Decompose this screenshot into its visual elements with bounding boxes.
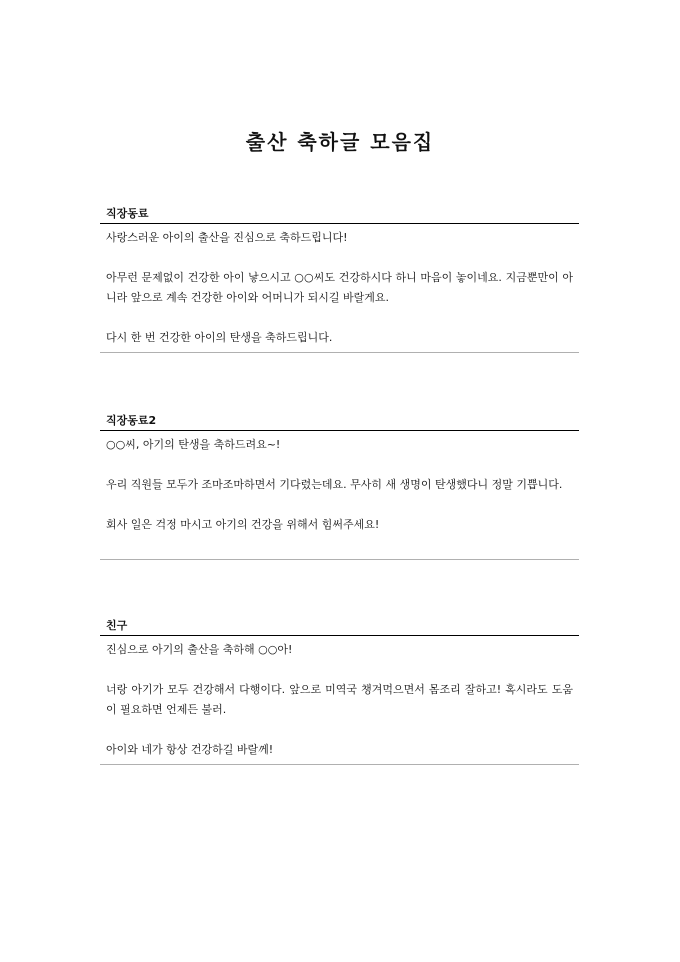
section-coworker-2 [100, 412, 579, 560]
paragraph: 사랑스러운 아이의 출산을 진심으로 축하드립니다! [106, 231, 348, 244]
paragraph: 다시 한 번 건강한 아이의 탄생을 축하드립니다. [106, 331, 333, 344]
page-title: 출산 축하글 모음집 [245, 130, 435, 154]
paragraph: 우리 직원들 모두가 조마조마하면서 기다렸는데요. 무사히 새 생명이 탄생했다니 정말 기쁩니다. [106, 478, 563, 491]
section-heading: 친구 [100, 617, 579, 636]
section-friend [100, 617, 579, 765]
section-heading: 직장동료 [100, 205, 579, 224]
paragraph: 진심으로 아기의 출산을 축하해 ○○아! [106, 643, 293, 656]
section-body [100, 636, 579, 765]
paragraph: ○○씨, 아기의 탄생을 축하드려요~! [106, 438, 281, 451]
section-body [100, 431, 579, 560]
paragraph: 회사 일은 걱정 마시고 아기의 건강을 위해서 힘써주세요! [106, 518, 380, 531]
paragraph: 아무런 문제없이 건강한 아이 낳으시고 ○○씨도 건강하시다 하니 마음이 놓이네요. 지금뿐만이 아니라 앞으로 계속 건강한 아이와 어머니가 되시길 바랄게요. [106, 271, 573, 304]
section-coworker [100, 205, 579, 353]
section-body [100, 224, 579, 353]
paragraph: 너랑 아기가 모두 건강해서 다행이다. 앞으로 미역국 챙겨먹으면서 몸조리 잘하고! 혹시라도 도움이 필요하면 언제든 불러. [106, 683, 573, 716]
paragraph: 아이와 네가 항상 건강하길 바랄께! [106, 743, 274, 756]
section-heading: 직장동료2 [100, 412, 579, 431]
